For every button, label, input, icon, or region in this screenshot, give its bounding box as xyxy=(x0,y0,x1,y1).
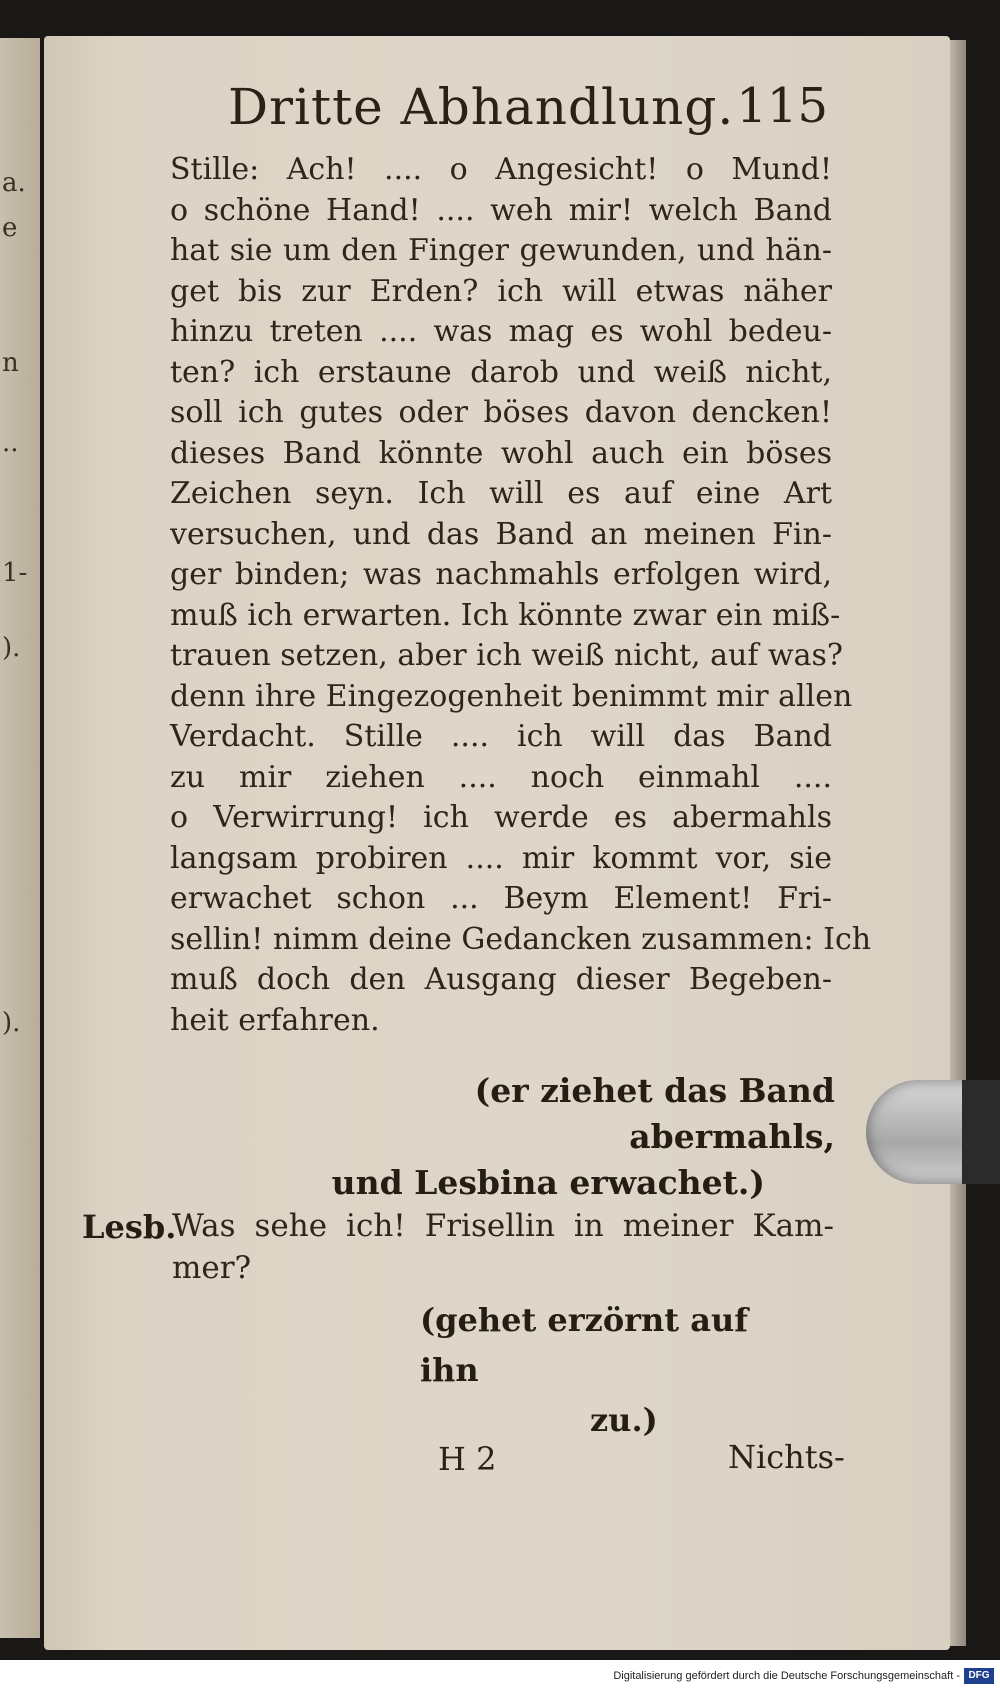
text-line: Zeichen seyn. Ich will es auf eine Art xyxy=(170,476,832,511)
text-line: Verdacht. Stille .... ich will das Band xyxy=(170,719,832,754)
running-head xyxy=(178,78,828,148)
left-fragment: ). xyxy=(2,1008,21,1038)
stage-direction xyxy=(290,1068,835,1206)
stage-direction-line: zu.) xyxy=(590,1401,658,1439)
running-head-title: Dritte Abhandlung. xyxy=(228,78,735,136)
text-line: ger binden; was nachmahls erfolgen wird, xyxy=(170,557,832,592)
text-line: muß doch den Ausgang dieser Begeben- xyxy=(170,962,832,997)
funding-credit: Digitalisierung gefördert durch die Deutsche Forschungsgemeinschaft - xyxy=(613,1670,960,1682)
page-clip xyxy=(866,1080,1000,1184)
dfg-logo-icon: DFG xyxy=(964,1668,994,1684)
text-line: dieses Band könnte wohl auch ein böses xyxy=(170,435,832,471)
catchword: Nichts- xyxy=(728,1438,845,1476)
left-fragment: .. xyxy=(2,428,19,458)
adjacent-page-edge xyxy=(0,38,40,1638)
left-fragment: 1- xyxy=(2,558,28,588)
left-fragment: n xyxy=(2,348,19,378)
text-line: erwachet schon ... Beym Element! Fri- xyxy=(170,881,832,916)
text-line: o schöne Hand! .... weh mir! welch Band xyxy=(170,192,832,228)
stage-direction-line: und Lesbina erwachet.) xyxy=(331,1163,765,1202)
speech xyxy=(172,1205,834,1289)
text-line: sellin! nimm deine Gedancken zusammen: Ich xyxy=(170,921,872,957)
text-line: zu mir ziehen .... noch einmahl .... xyxy=(170,759,832,795)
text-line: hinzu treten .... was mag es wohl bedeu- xyxy=(170,314,832,349)
signature-mark: H 2 xyxy=(438,1440,497,1478)
text-line: soll ich gutes oder böses davon dencken! xyxy=(170,395,832,430)
left-fragment: a. xyxy=(2,168,26,198)
text-line: Stille: Ach! .... o Angesicht! o Mund! xyxy=(170,152,832,187)
left-fragment: ). xyxy=(2,633,21,663)
text-line: hat sie um den Finger gewunden, und hän- xyxy=(170,233,832,268)
stage-direction-line: (gehet erzörnt auf ihn xyxy=(420,1301,748,1389)
text-line: versuchen, und das Band an meinen Fin- xyxy=(170,516,832,552)
left-fragment: e xyxy=(2,213,18,243)
text-line: trauen setzen, aber ich weiß nicht, auf was? xyxy=(170,638,844,673)
text-line: heit erfahren. xyxy=(170,1002,380,1038)
text-line: get bis zur Erden? ich will etwas näher xyxy=(170,273,832,309)
page-edge xyxy=(950,40,966,1646)
footer-bar xyxy=(0,1660,1000,1695)
text-line: denn ihre Eingezogenheit benimmt mir allen xyxy=(170,678,853,714)
speech-line: mer? xyxy=(172,1250,252,1286)
text-line: ten? ich erstaune darob und weiß nicht, xyxy=(170,354,832,390)
stage-direction xyxy=(420,1295,810,1445)
text-line: muß ich erwarten. Ich könnte zwar ein miß- xyxy=(170,597,841,633)
page-number: 115 xyxy=(736,78,828,134)
clip-band xyxy=(962,1080,1000,1184)
speech-line: Was sehe ich! Frisellin in meiner Kam- xyxy=(172,1208,834,1244)
stage-direction-line: (er ziehet das Band abermahls, xyxy=(474,1071,835,1156)
text-line: o Verwirrung! ich werde es abermahls xyxy=(170,800,832,835)
text-line: langsam probiren .... mir kommt vor, sie xyxy=(170,840,832,876)
speaker-label: Lesb. xyxy=(82,1208,177,1246)
body-text xyxy=(170,150,872,1041)
